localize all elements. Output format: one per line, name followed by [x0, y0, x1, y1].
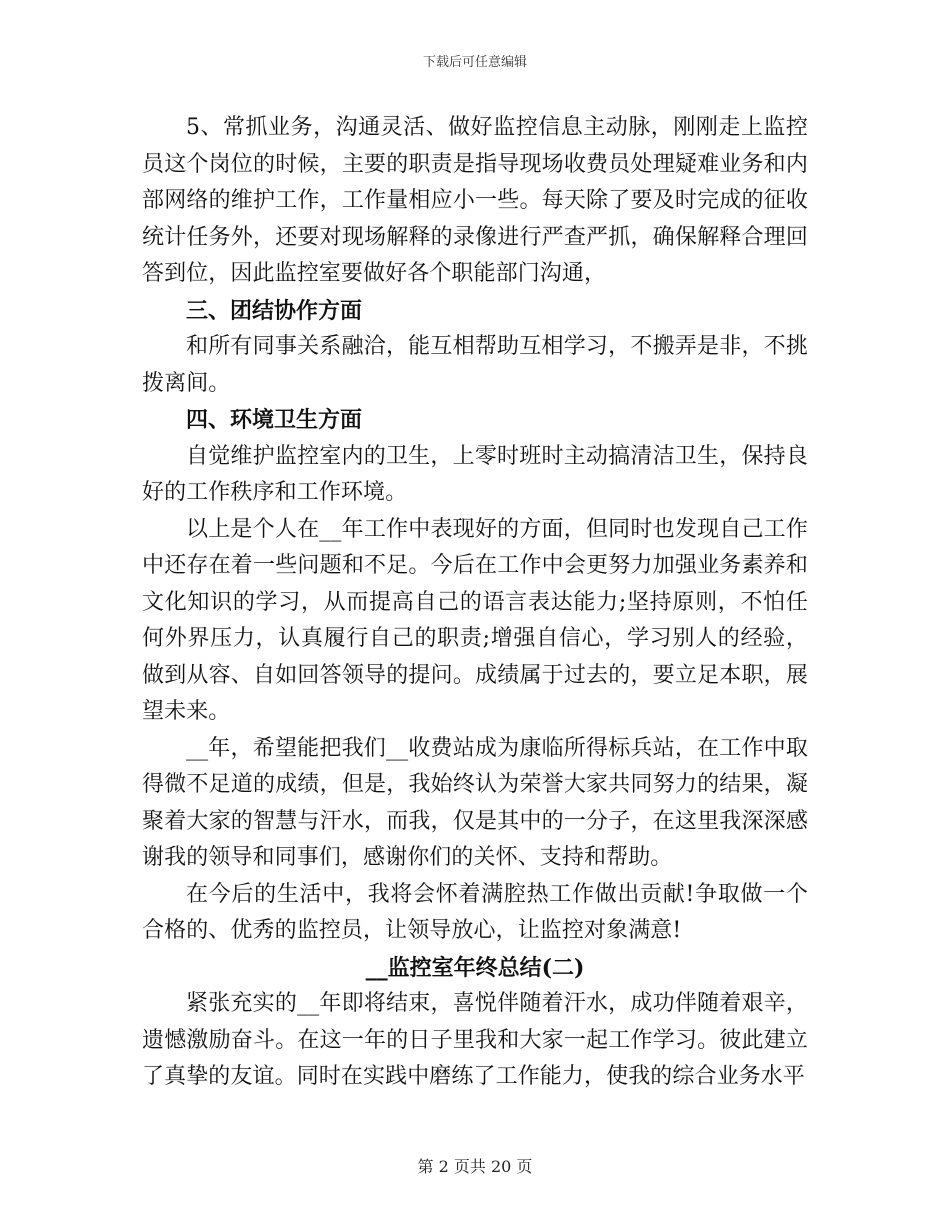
- page-header-note: 下载后可任意编辑: [422, 55, 527, 70]
- section-heading-3: 三、团结协作方面: [186, 297, 363, 324]
- paragraph-summary: 以上是个人在__年工作中表现好的方面，但同时也发现自己工作中还存在着一些问题和不足。今后在工作中会更努力加强业务素养和文化知识的学习，从而提高自己的语言表达能力;坚持原则，不怕任何外界压力，认真履行自己的职责;增强自信心，学习别人的经验，做到从容、自如回答领导的提问。成绩属于过去的，要立足本职，展望未来。: [142, 516, 808, 724]
- page-footer-number: 第 2 页共 20 页: [417, 1157, 533, 1176]
- paragraph-hygiene: 自觉维护监控室内的卫生，上零时班时主动搞清洁卫生，保持良好的工作秩序和工作环境。: [142, 443, 808, 505]
- document-body: [142, 110, 808, 1096]
- paragraph-future: 在今后的生活中，我将会怀着满腔热工作做出贡献!争取做一个合格的、优秀的监控员，让领导放心，让监控对象满意!: [142, 881, 808, 943]
- section-heading-4: 四、环境卫生方面: [186, 407, 363, 433]
- paragraph-intro-2: 紧张充实的__年即将结束，喜悦伴随着汗水，成功伴随着艰辛，遗憾激励奋斗。在这一年的日子里我和大家一起工作学习。彼此建立了真挚的友谊。同时在实践中磨练了工作能力，使我的综合业务水平: [142, 991, 808, 1089]
- paragraph-item-5: 5、常抓业务，沟通灵活、做好监控信息主动脉，刚刚走上监控员这个岗位的时候，主要的职责是指导现场收费员处理疑难业务和内部网络的维护工作，工作量相应小一些。每天除了要及时完成的征收统计任务外，还要对现场解释的录像进行严查严抓，确保解释合理回答到位，因此监控室要做好各个职能部门沟通，: [142, 115, 808, 286]
- paragraph-hope: __年，希望能把我们__收费站成为康临所得标兵站，在工作中取得微不足道的成绩，但是，我始终认为荣誉大家共同努力的结果，凝聚着大家的智慧与汗水，而我，仅是其中的一分子，在这里我深深感谢我的领导和同事们，感谢你们的关怀、支持和帮助。: [142, 735, 808, 870]
- document-title-2: __监控室年终总结(二): [365, 954, 585, 981]
- paragraph-teamwork: 和所有同事关系融洽，能互相帮助互相学习，不搬弄是非，不挑拨离间。: [142, 334, 808, 396]
